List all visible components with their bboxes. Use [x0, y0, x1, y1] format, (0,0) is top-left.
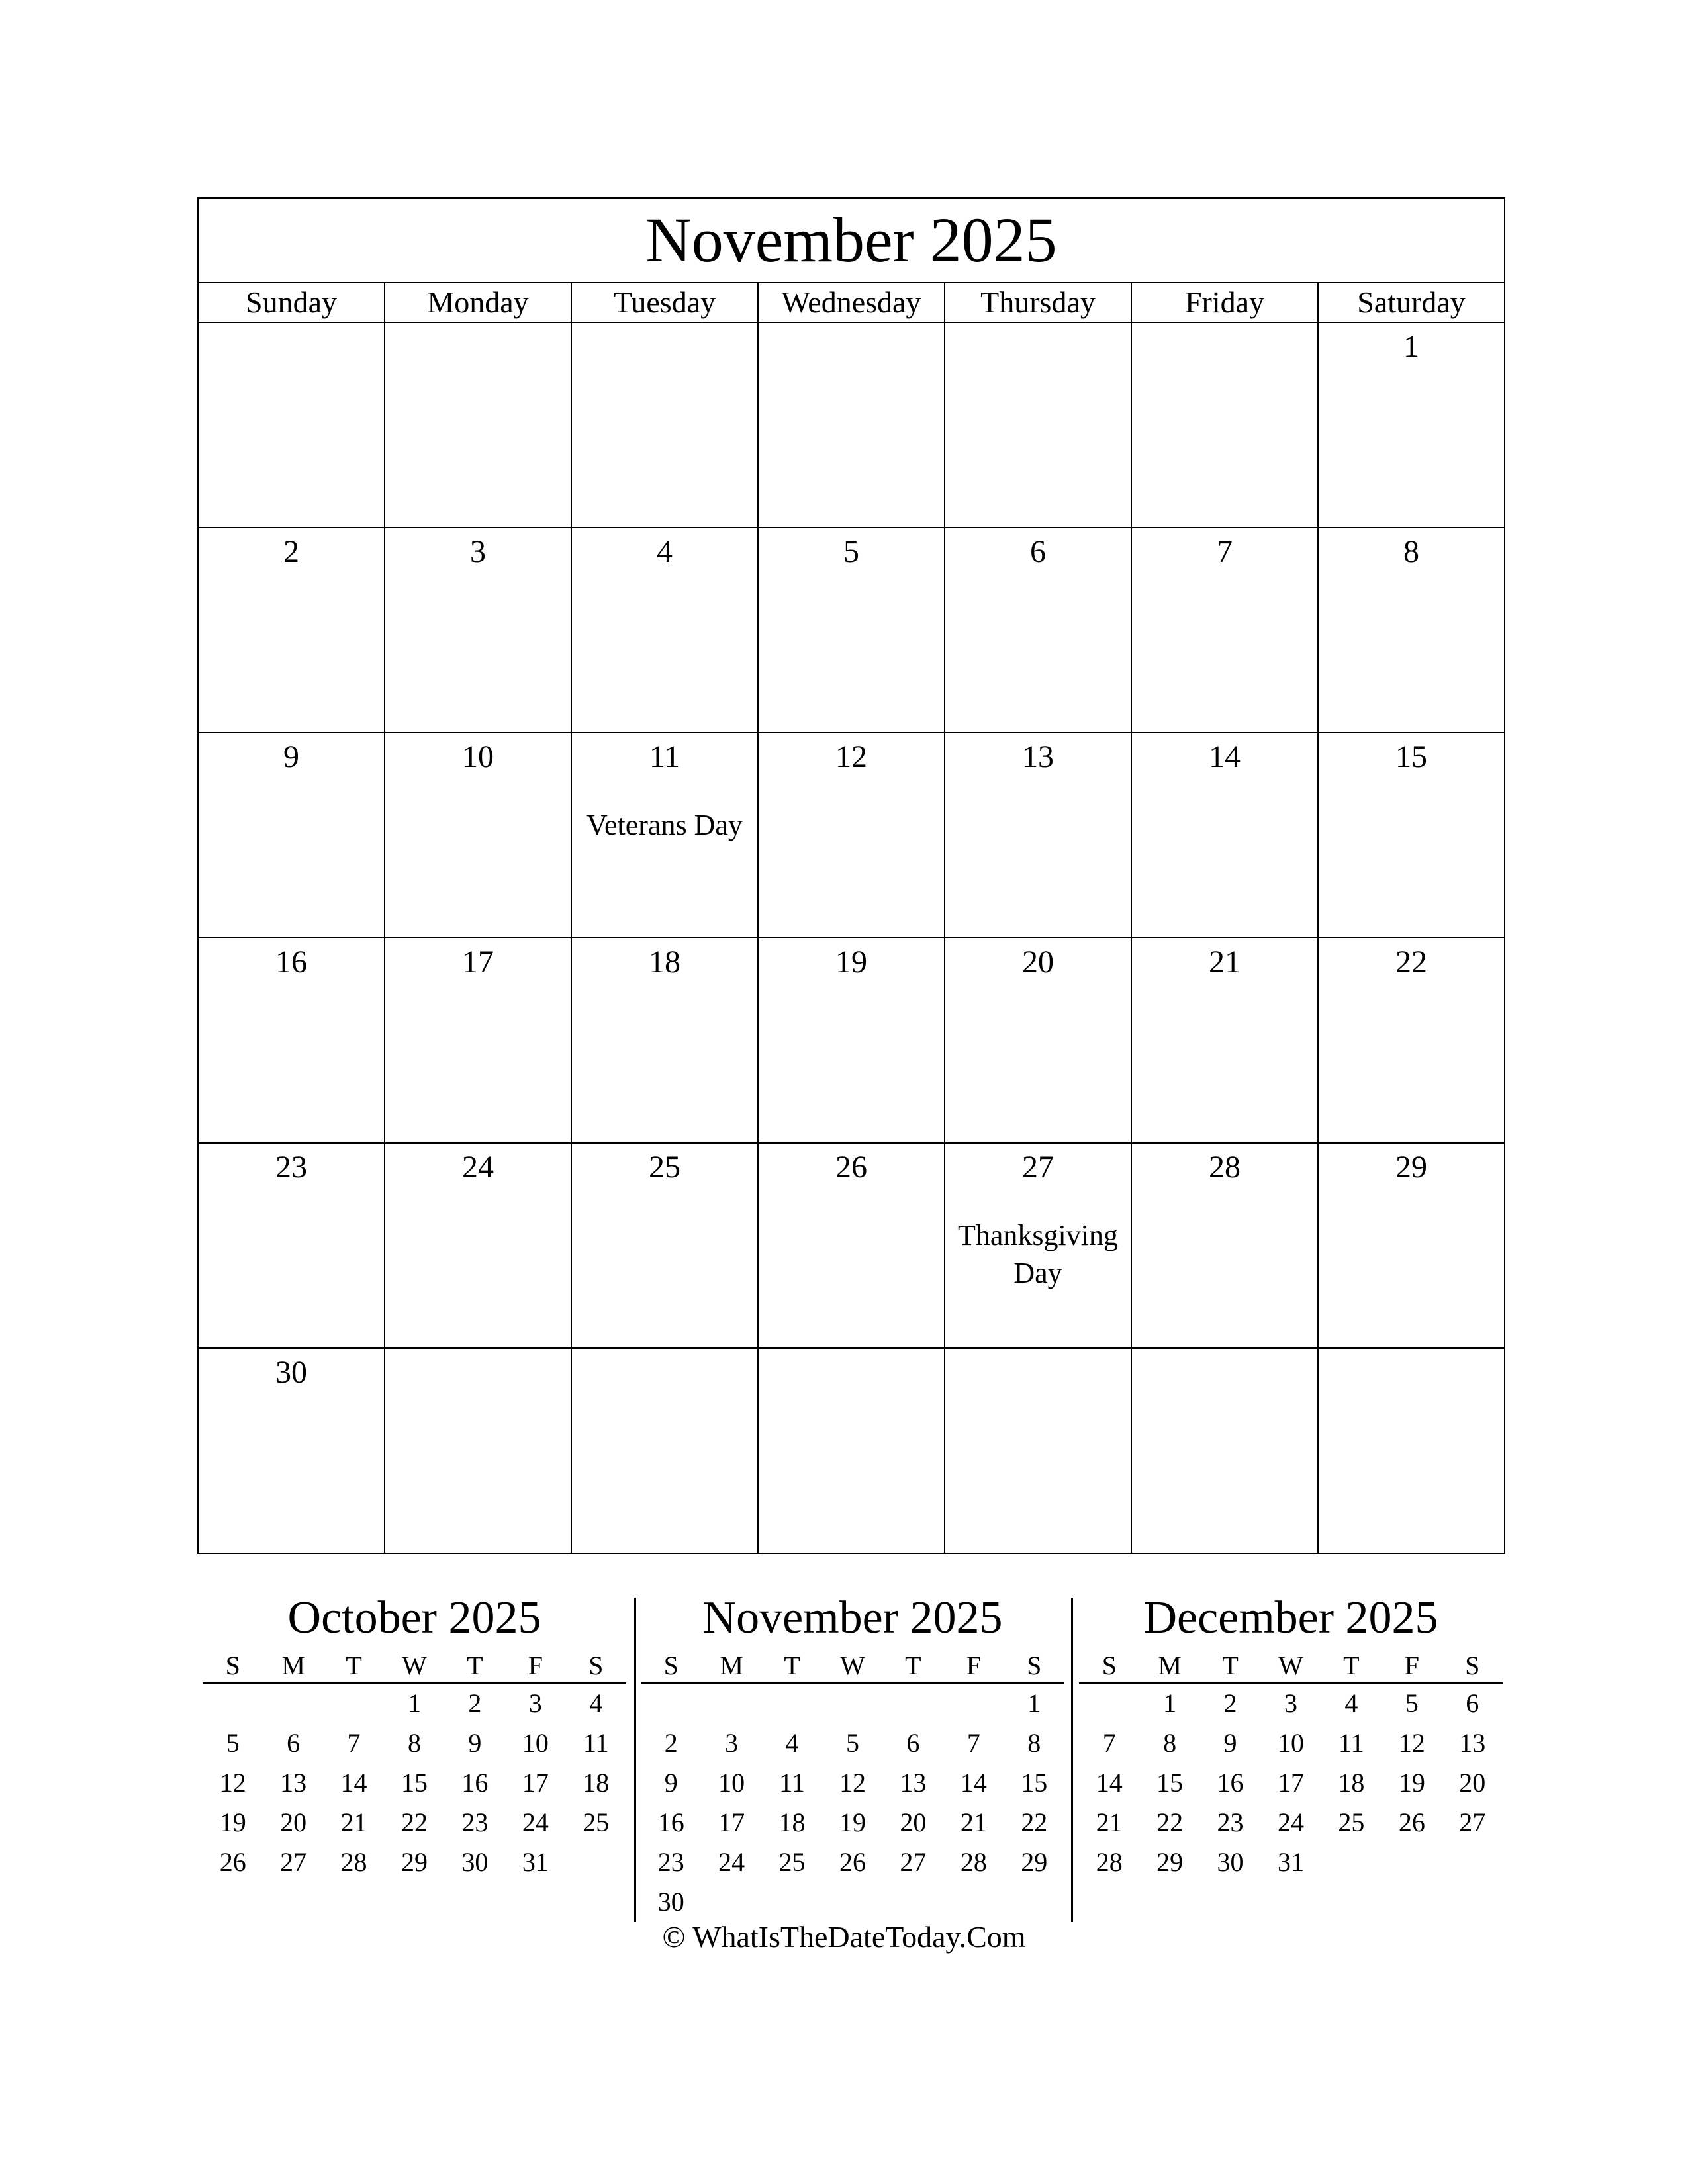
- day-cell: [385, 1143, 571, 1348]
- day-cell: [945, 938, 1131, 1143]
- day-number: 20: [1022, 944, 1054, 979]
- day-number: [1132, 323, 1317, 331]
- mini-day-number: [822, 1683, 882, 1723]
- mini-day-number: 4: [1344, 1688, 1358, 1718]
- mini-weekday-label: W: [384, 1648, 444, 1683]
- day-number: 3: [470, 534, 486, 569]
- mini-day-number: 22: [1156, 1807, 1184, 1837]
- mini-day-number: 25: [778, 1847, 806, 1877]
- day-cell: [1131, 733, 1318, 938]
- mini-weekday-label: S: [203, 1648, 263, 1683]
- mini-weekday-label: T: [445, 1648, 505, 1683]
- mini-day-number: [1321, 1843, 1382, 1882]
- mini-weekday-label: W: [822, 1648, 882, 1683]
- mini-day-number: 19: [219, 1807, 246, 1837]
- day-number: [1319, 1349, 1504, 1357]
- mini-day-number: 24: [718, 1847, 745, 1877]
- day-number: 23: [275, 1150, 307, 1185]
- mini-day-number: 31: [1277, 1847, 1304, 1877]
- mini-day-number: 14: [340, 1768, 367, 1797]
- day-number: 28: [1209, 1150, 1241, 1185]
- mini-week-row: [641, 1843, 1064, 1882]
- day-cell: [1131, 1348, 1318, 1553]
- mini-calendar-november: [641, 1592, 1064, 1922]
- mini-weekday-label: M: [1139, 1648, 1199, 1683]
- mini-day-number: 10: [718, 1768, 745, 1797]
- day-number: 10: [462, 739, 494, 774]
- mini-week-row: [641, 1763, 1064, 1803]
- mini-day-number: [883, 1882, 943, 1922]
- mini-day-number: 16: [1217, 1768, 1244, 1797]
- day-number: [759, 1349, 944, 1357]
- mini-day-number: 2: [664, 1728, 678, 1758]
- day-number: 17: [462, 944, 494, 979]
- mini-weekday-label: F: [1382, 1648, 1442, 1683]
- mini-weekday-label: S: [641, 1648, 701, 1683]
- day-number: 19: [835, 944, 867, 979]
- mini-calendar-title: October 2025: [287, 1592, 541, 1643]
- mini-week-row: [1079, 1843, 1503, 1882]
- mini-day-number: 5: [845, 1728, 859, 1758]
- mini-day-number: 26: [839, 1847, 866, 1877]
- mini-day-number: [822, 1882, 882, 1922]
- mini-day-number: 15: [1156, 1768, 1184, 1797]
- mini-day-number: 17: [522, 1768, 549, 1797]
- day-number: 6: [1030, 534, 1046, 569]
- mini-weekday-label: W: [1260, 1648, 1321, 1683]
- mini-day-number: [1382, 1843, 1442, 1882]
- mini-day-number: 30: [657, 1887, 684, 1917]
- day-number: [385, 323, 571, 331]
- mini-day-number: 9: [1223, 1728, 1237, 1758]
- mini-day-number: 23: [1217, 1807, 1244, 1837]
- mini-day-number: 21: [1096, 1807, 1123, 1837]
- day-number: 13: [1022, 739, 1054, 774]
- mini-day-number: 27: [1459, 1807, 1486, 1837]
- day-cell: [571, 527, 758, 733]
- mini-weekday-label: M: [701, 1648, 761, 1683]
- day-cell: [571, 1348, 758, 1553]
- day-cell: [571, 938, 758, 1143]
- calendar-body: [198, 322, 1505, 1553]
- mini-day-number: 27: [280, 1847, 307, 1877]
- mini-day-number: [883, 1683, 943, 1723]
- mini-day-number: 30: [461, 1847, 489, 1877]
- mini-day-number: [566, 1843, 626, 1882]
- mini-day-number: 3: [725, 1728, 739, 1758]
- copyright-footer: © WhatIsTheDateToday.Com: [662, 1920, 1026, 1954]
- calendar-title: November 2025: [198, 198, 1505, 283]
- mini-day-number: [762, 1683, 822, 1723]
- mini-weekday-label: M: [263, 1648, 323, 1683]
- mini-day-number: 18: [583, 1768, 610, 1797]
- mini-calendar-divider: [1071, 1598, 1073, 1922]
- day-number: [572, 323, 757, 331]
- mini-day-number: 21: [340, 1807, 367, 1837]
- weekday-header-friday: Friday: [1131, 283, 1318, 322]
- mini-day-number: 8: [1027, 1728, 1041, 1758]
- mini-day-number: 11: [1338, 1728, 1364, 1758]
- mini-day-number: 2: [1223, 1688, 1237, 1718]
- mini-day-number: [701, 1882, 761, 1922]
- mini-day-number: 12: [219, 1768, 246, 1797]
- mini-weekday-label: S: [1079, 1648, 1139, 1683]
- day-cell: [945, 322, 1131, 527]
- day-number: [759, 323, 944, 331]
- day-number: [385, 1349, 571, 1357]
- day-cell: [1131, 322, 1318, 527]
- mini-day-number: [263, 1683, 323, 1723]
- weekday-header-thursday: Thursday: [945, 283, 1131, 322]
- calendar-week-row: [198, 1348, 1505, 1553]
- mini-day-number: 20: [1459, 1768, 1486, 1797]
- day-cell: [198, 733, 385, 938]
- day-number: 27: [1022, 1150, 1054, 1185]
- mini-day-number: 26: [1398, 1807, 1425, 1837]
- mini-day-number: 29: [400, 1847, 428, 1877]
- mini-day-number: 9: [468, 1728, 482, 1758]
- day-number: 26: [835, 1150, 867, 1185]
- mini-day-number: 10: [1277, 1728, 1304, 1758]
- mini-day-number: 10: [522, 1728, 549, 1758]
- mini-day-number: 22: [1021, 1807, 1048, 1837]
- mini-day-number: [203, 1683, 263, 1723]
- mini-week-row: [1079, 1723, 1503, 1763]
- mini-day-number: 4: [785, 1728, 799, 1758]
- day-cell: [198, 938, 385, 1143]
- weekday-header-saturday: Saturday: [1318, 283, 1505, 322]
- day-number: [572, 1349, 757, 1357]
- calendar-week-row: [198, 938, 1505, 1143]
- mini-day-number: 1: [407, 1688, 421, 1718]
- mini-day-number: 16: [461, 1768, 489, 1797]
- weekday-header-tuesday: Tuesday: [571, 283, 758, 322]
- day-number: 5: [843, 534, 859, 569]
- day-cell: [1318, 938, 1505, 1143]
- day-number: 15: [1395, 739, 1427, 774]
- calendar-week-row: [198, 733, 1505, 938]
- mini-day-number: 30: [1217, 1847, 1244, 1877]
- mini-weekday-label: S: [1442, 1648, 1503, 1683]
- mini-day-number: 4: [589, 1688, 603, 1718]
- mini-week-row: [641, 1882, 1064, 1922]
- day-number: 7: [1217, 534, 1233, 569]
- mini-day-number: 12: [839, 1768, 866, 1797]
- weekday-header-row: [198, 283, 1505, 322]
- main-calendar: [197, 197, 1505, 1554]
- mini-calendar-title: November 2025: [702, 1592, 1003, 1643]
- mini-day-number: [1079, 1683, 1139, 1723]
- day-cell: [571, 322, 758, 527]
- mini-day-number: 15: [1021, 1768, 1048, 1797]
- mini-day-number: [1442, 1843, 1503, 1882]
- mini-day-number: 23: [461, 1807, 489, 1837]
- mini-day-number: 19: [839, 1807, 866, 1837]
- mini-week-row: [203, 1803, 626, 1843]
- day-cell: [198, 322, 385, 527]
- day-number: [945, 323, 1131, 331]
- mini-day-number: [324, 1683, 384, 1723]
- mini-day-number: 9: [664, 1768, 678, 1797]
- mini-day-number: [943, 1882, 1004, 1922]
- mini-weekday-label: S: [1004, 1648, 1064, 1683]
- day-cell: [758, 938, 945, 1143]
- mini-weekday-row: [203, 1648, 626, 1683]
- weekday-header-wednesday: Wednesday: [758, 283, 945, 322]
- day-number: 18: [649, 944, 680, 979]
- mini-day-number: [762, 1882, 822, 1922]
- day-number: [1132, 1349, 1317, 1357]
- mini-day-number: 17: [718, 1807, 745, 1837]
- mini-day-number: 15: [400, 1768, 428, 1797]
- day-cell: [571, 1143, 758, 1348]
- mini-day-number: 14: [960, 1768, 987, 1797]
- day-cell: [1318, 1143, 1505, 1348]
- mini-day-number: 3: [528, 1688, 542, 1718]
- mini-day-number: 13: [1459, 1728, 1486, 1758]
- day-cell: [758, 733, 945, 938]
- calendar-week-row: [198, 1143, 1505, 1348]
- day-number: 30: [275, 1355, 307, 1390]
- mini-week-row: [1079, 1803, 1503, 1843]
- mini-day-number: 20: [900, 1807, 927, 1837]
- mini-day-number: [1004, 1882, 1064, 1922]
- mini-day-number: 1: [1027, 1688, 1041, 1718]
- day-cell: [385, 938, 571, 1143]
- mini-day-number: 14: [1096, 1768, 1123, 1797]
- mini-calendar-divider: [634, 1598, 636, 1922]
- holiday-label: Thanksgiving Day: [958, 1219, 1118, 1289]
- mini-day-number: 23: [657, 1847, 684, 1877]
- day-number: [945, 1349, 1131, 1357]
- mini-day-number: 22: [400, 1807, 428, 1837]
- mini-day-number: 11: [583, 1728, 609, 1758]
- day-number: 29: [1395, 1150, 1427, 1185]
- mini-day-number: 20: [280, 1807, 307, 1837]
- mini-day-number: 28: [1096, 1847, 1123, 1877]
- day-cell: [1318, 1348, 1505, 1553]
- day-cell: [758, 527, 945, 733]
- mini-day-number: 6: [1466, 1688, 1479, 1718]
- day-cell: [385, 733, 571, 938]
- day-cell: [1318, 733, 1505, 938]
- day-cell: [198, 1348, 385, 1553]
- day-cell: [385, 322, 571, 527]
- day-cell: [1131, 938, 1318, 1143]
- mini-day-number: 5: [226, 1728, 240, 1758]
- mini-day-number: [701, 1683, 761, 1723]
- mini-day-number: 7: [347, 1728, 361, 1758]
- day-cell: [198, 527, 385, 733]
- day-cell: [198, 1143, 385, 1348]
- day-number: 16: [275, 944, 307, 979]
- day-number: 4: [657, 534, 673, 569]
- mini-day-number: 7: [1102, 1728, 1116, 1758]
- mini-day-number: 17: [1277, 1768, 1304, 1797]
- mini-weekday-row: [1079, 1648, 1503, 1683]
- mini-week-row: [1079, 1763, 1503, 1803]
- mini-day-number: 28: [960, 1847, 987, 1877]
- day-cell: [945, 1348, 1131, 1553]
- day-cell: [1131, 527, 1318, 733]
- mini-day-number: 28: [340, 1847, 367, 1877]
- mini-day-number: 27: [900, 1847, 927, 1877]
- mini-day-number: 5: [1405, 1688, 1419, 1718]
- mini-day-number: 21: [960, 1807, 987, 1837]
- mini-calendar-december: [1079, 1592, 1503, 1882]
- day-cell: [1131, 1143, 1318, 1348]
- mini-calendar-october: [203, 1592, 626, 1882]
- mini-weekday-row: [641, 1648, 1064, 1683]
- mini-day-number: 31: [522, 1847, 549, 1877]
- mini-day-number: 7: [966, 1728, 980, 1758]
- mini-day-number: 8: [1163, 1728, 1177, 1758]
- mini-week-row: [641, 1723, 1064, 1763]
- mini-week-row: [641, 1803, 1064, 1843]
- weekday-header-monday: Monday: [385, 283, 571, 322]
- day-number: 25: [649, 1150, 680, 1185]
- mini-day-number: 24: [1277, 1807, 1304, 1837]
- day-cell: [945, 527, 1131, 733]
- calendar-week-row: [198, 527, 1505, 733]
- day-number: 14: [1209, 739, 1241, 774]
- mini-calendar-grid: [641, 1648, 1064, 1922]
- mini-day-number: 16: [657, 1807, 684, 1837]
- day-cell: [758, 322, 945, 527]
- mini-day-number: 6: [287, 1728, 301, 1758]
- mini-day-number: 25: [583, 1807, 610, 1837]
- mini-calendar-grid: [203, 1648, 626, 1882]
- mini-day-number: 19: [1398, 1768, 1425, 1797]
- mini-day-number: [943, 1683, 1004, 1723]
- mini-weekday-label: T: [1200, 1648, 1260, 1683]
- mini-weekday-label: T: [762, 1648, 822, 1683]
- day-cell: [385, 1348, 571, 1553]
- day-number: 24: [462, 1150, 494, 1185]
- mini-weekday-label: T: [883, 1648, 943, 1683]
- mini-week-row: [1079, 1683, 1503, 1723]
- mini-day-number: 29: [1021, 1847, 1048, 1877]
- mini-day-number: 18: [1338, 1768, 1365, 1797]
- mini-day-number: 11: [779, 1768, 805, 1797]
- day-cell: [1318, 527, 1505, 733]
- mini-calendar-title: December 2025: [1143, 1592, 1438, 1643]
- mini-week-row: [203, 1843, 626, 1882]
- mini-day-number: 24: [522, 1807, 549, 1837]
- mini-week-row: [203, 1683, 626, 1723]
- mini-weekday-label: F: [505, 1648, 565, 1683]
- mini-day-number: 13: [280, 1768, 307, 1797]
- day-number: 11: [649, 739, 680, 774]
- day-number: [199, 323, 384, 331]
- day-cell: [945, 733, 1131, 938]
- mini-day-number: 8: [407, 1728, 421, 1758]
- mini-weekday-label: T: [1321, 1648, 1382, 1683]
- day-cell: [758, 1143, 945, 1348]
- day-cell: [758, 1348, 945, 1553]
- day-number: 2: [283, 534, 299, 569]
- mini-week-row: [641, 1683, 1064, 1723]
- day-number: 22: [1395, 944, 1427, 979]
- mini-day-number: 29: [1156, 1847, 1184, 1877]
- mini-day-number: 18: [778, 1807, 806, 1837]
- mini-day-number: 2: [468, 1688, 482, 1718]
- mini-day-number: [641, 1683, 701, 1723]
- holiday-label: Veterans Day: [586, 809, 743, 841]
- mini-day-number: 26: [219, 1847, 246, 1877]
- mini-day-number: 13: [900, 1768, 927, 1797]
- mini-day-number: 3: [1284, 1688, 1297, 1718]
- day-number: 1: [1403, 329, 1419, 364]
- mini-day-number: 12: [1398, 1728, 1425, 1758]
- day-cell: [1318, 322, 1505, 527]
- mini-weekday-label: T: [324, 1648, 384, 1683]
- mini-week-row: [203, 1723, 626, 1763]
- day-cell: [571, 733, 758, 938]
- day-number: 21: [1209, 944, 1241, 979]
- mini-day-number: 6: [906, 1728, 920, 1758]
- calendar-week-row: [198, 322, 1505, 527]
- day-number: 8: [1403, 534, 1419, 569]
- day-number: 9: [283, 739, 299, 774]
- weekday-header-sunday: Sunday: [198, 283, 385, 322]
- day-cell: [385, 527, 571, 733]
- mini-calendar-grid: [1079, 1648, 1503, 1882]
- mini-weekday-label: S: [566, 1648, 626, 1683]
- mini-weekday-label: F: [943, 1648, 1004, 1683]
- mini-day-number: 25: [1338, 1807, 1365, 1837]
- day-cell: [945, 1143, 1131, 1348]
- day-number: 12: [835, 739, 867, 774]
- mini-day-number: 1: [1163, 1688, 1177, 1718]
- mini-week-row: [203, 1763, 626, 1803]
